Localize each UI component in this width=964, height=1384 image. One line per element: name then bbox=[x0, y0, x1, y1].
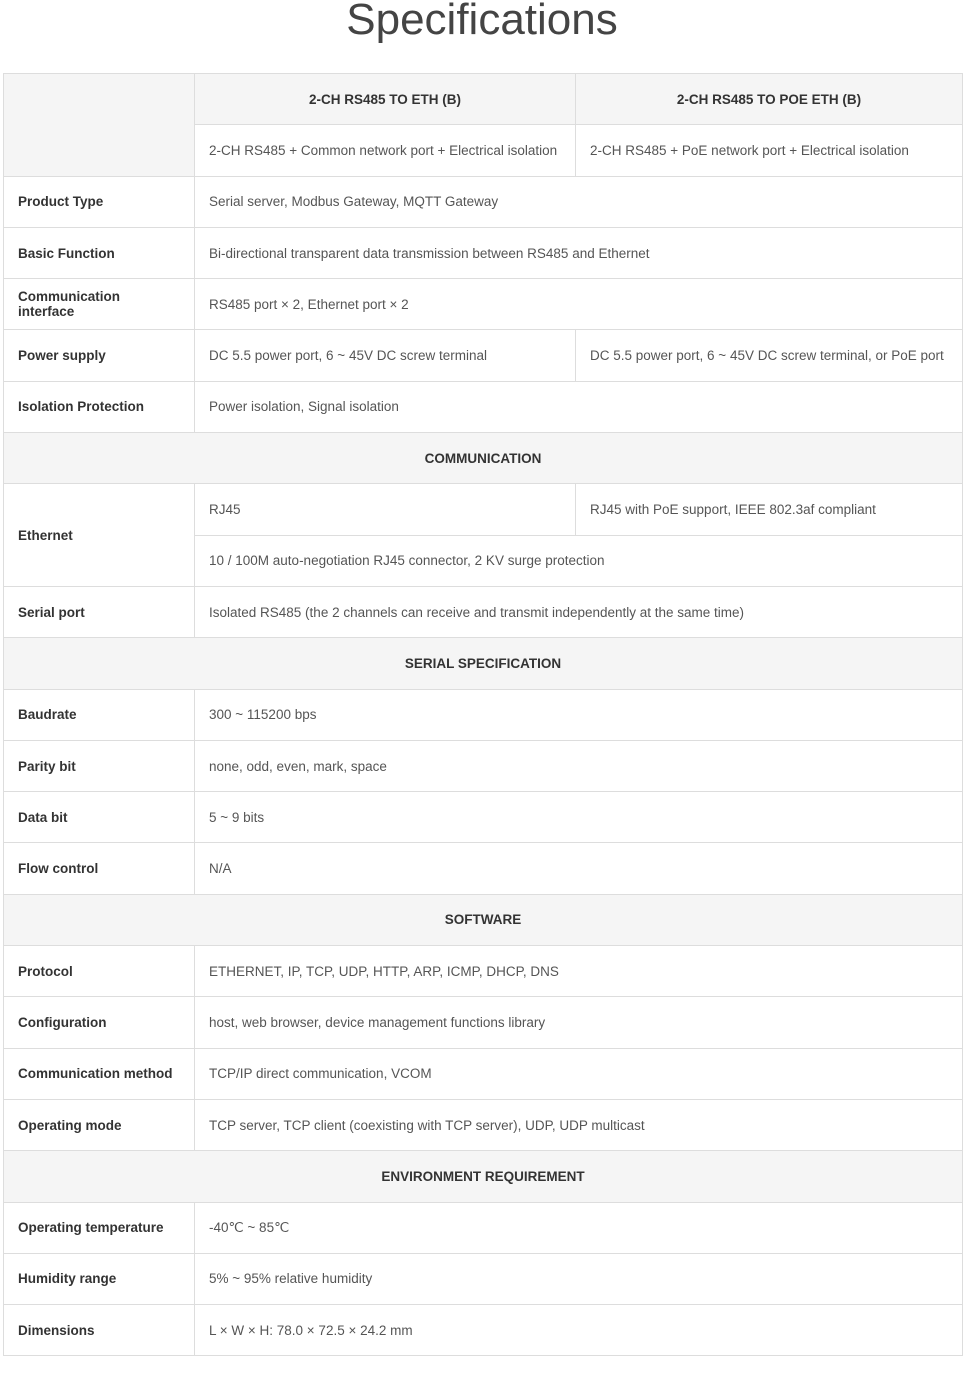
spec-row bbox=[4, 1305, 963, 1356]
spec-label: Configuration bbox=[4, 997, 195, 1048]
spec-row bbox=[4, 1048, 963, 1099]
spec-row bbox=[4, 792, 963, 843]
spec-value: TCP server, TCP client (coexisting with TCP server), UDP, UDP multicast bbox=[195, 1099, 963, 1150]
specifications-table bbox=[3, 73, 963, 1356]
model-name: 2-CH RS485 TO ETH (B) bbox=[195, 74, 576, 125]
model-description: 2-CH RS485 + PoE network port + Electrical isolation bbox=[576, 125, 963, 176]
spec-value: -40℃ ~ 85℃ bbox=[195, 1202, 963, 1253]
section-title: SERIAL SPECIFICATION bbox=[4, 638, 963, 689]
spec-row bbox=[4, 689, 963, 740]
spec-value: N/A bbox=[195, 843, 963, 894]
spec-label: Ethernet bbox=[4, 484, 195, 587]
spec-value: Serial server, Modbus Gateway, MQTT Gateway bbox=[195, 176, 963, 227]
spec-label: Basic Function bbox=[4, 227, 195, 278]
spec-label: Humidity range bbox=[4, 1253, 195, 1304]
spec-row bbox=[4, 1253, 963, 1304]
section-header-row bbox=[4, 1151, 963, 1202]
spec-value: Isolated RS485 (the 2 channels can receive and transmit independently at the same time) bbox=[195, 586, 963, 637]
spec-value: DC 5.5 power port, 6 ~ 45V DC screw terminal bbox=[195, 330, 576, 381]
spec-label: Serial port bbox=[4, 586, 195, 637]
spec-value: L × W × H: 78.0 × 72.5 × 24.2 mm bbox=[195, 1305, 963, 1356]
spec-value: Power isolation, Signal isolation bbox=[195, 381, 963, 432]
spec-row bbox=[4, 1202, 963, 1253]
spec-value: TCP/IP direct communication, VCOM bbox=[195, 1048, 963, 1099]
model-header-row bbox=[4, 74, 963, 125]
spec-row bbox=[4, 176, 963, 227]
section-title: SOFTWARE bbox=[4, 894, 963, 945]
section-header-row bbox=[4, 638, 963, 689]
spec-value: RS485 port × 2, Ethernet port × 2 bbox=[195, 279, 963, 330]
spec-row bbox=[4, 997, 963, 1048]
spec-label: Parity bit bbox=[4, 740, 195, 791]
spec-row bbox=[4, 843, 963, 894]
empty-corner-cell bbox=[4, 74, 195, 177]
spec-value: Bi-directional transparent data transmission between RS485 and Ethernet bbox=[195, 227, 963, 278]
spec-label: Baudrate bbox=[4, 689, 195, 740]
spec-row bbox=[4, 740, 963, 791]
section-header-row bbox=[4, 894, 963, 945]
spec-label: Isolation Protection bbox=[4, 381, 195, 432]
spec-row bbox=[4, 381, 963, 432]
spec-label: Operating mode bbox=[4, 1099, 195, 1150]
spec-label: Dimensions bbox=[4, 1305, 195, 1356]
page-title: Specifications bbox=[346, 0, 618, 44]
spec-value: 300 ~ 115200 bps bbox=[195, 689, 963, 740]
model-name: 2-CH RS485 TO POE ETH (B) bbox=[576, 74, 963, 125]
model-description: 2-CH RS485 + Common network port + Electrical isolation bbox=[195, 125, 576, 176]
section-title: COMMUNICATION bbox=[4, 433, 963, 484]
spec-row bbox=[4, 330, 963, 381]
spec-label: Flow control bbox=[4, 843, 195, 894]
spec-label: Data bit bbox=[4, 792, 195, 843]
spec-label: Communication method bbox=[4, 1048, 195, 1099]
spec-label: Protocol bbox=[4, 946, 195, 997]
spec-value: 5% ~ 95% relative humidity bbox=[195, 1253, 963, 1304]
spec-row bbox=[4, 586, 963, 637]
spec-value: RJ45 with PoE support, IEEE 802.3af compliant bbox=[576, 484, 963, 535]
section-title: ENVIRONMENT REQUIREMENT bbox=[4, 1151, 963, 1202]
spec-value: 10 / 100M auto-negotiation RJ45 connector, 2 KV surge protection bbox=[195, 535, 963, 586]
spec-value: 5 ~ 9 bits bbox=[195, 792, 963, 843]
spec-value: RJ45 bbox=[195, 484, 576, 535]
spec-label: Product Type bbox=[4, 176, 195, 227]
spec-value: DC 5.5 power port, 6 ~ 45V DC screw terminal, or PoE port bbox=[576, 330, 963, 381]
spec-row bbox=[4, 279, 963, 330]
spec-row bbox=[4, 227, 963, 278]
spec-value: none, odd, even, mark, space bbox=[195, 740, 963, 791]
spec-value: host, web browser, device management functions library bbox=[195, 997, 963, 1048]
spec-label: Communication interface bbox=[4, 279, 195, 330]
spec-row bbox=[4, 1099, 963, 1150]
spec-label: Power supply bbox=[4, 330, 195, 381]
spec-label: Operating temperature bbox=[4, 1202, 195, 1253]
spec-row bbox=[4, 946, 963, 997]
section-header-row bbox=[4, 433, 963, 484]
spec-value: ETHERNET, IP, TCP, UDP, HTTP, ARP, ICMP, DHCP, DNS bbox=[195, 946, 963, 997]
spec-row bbox=[4, 484, 963, 535]
